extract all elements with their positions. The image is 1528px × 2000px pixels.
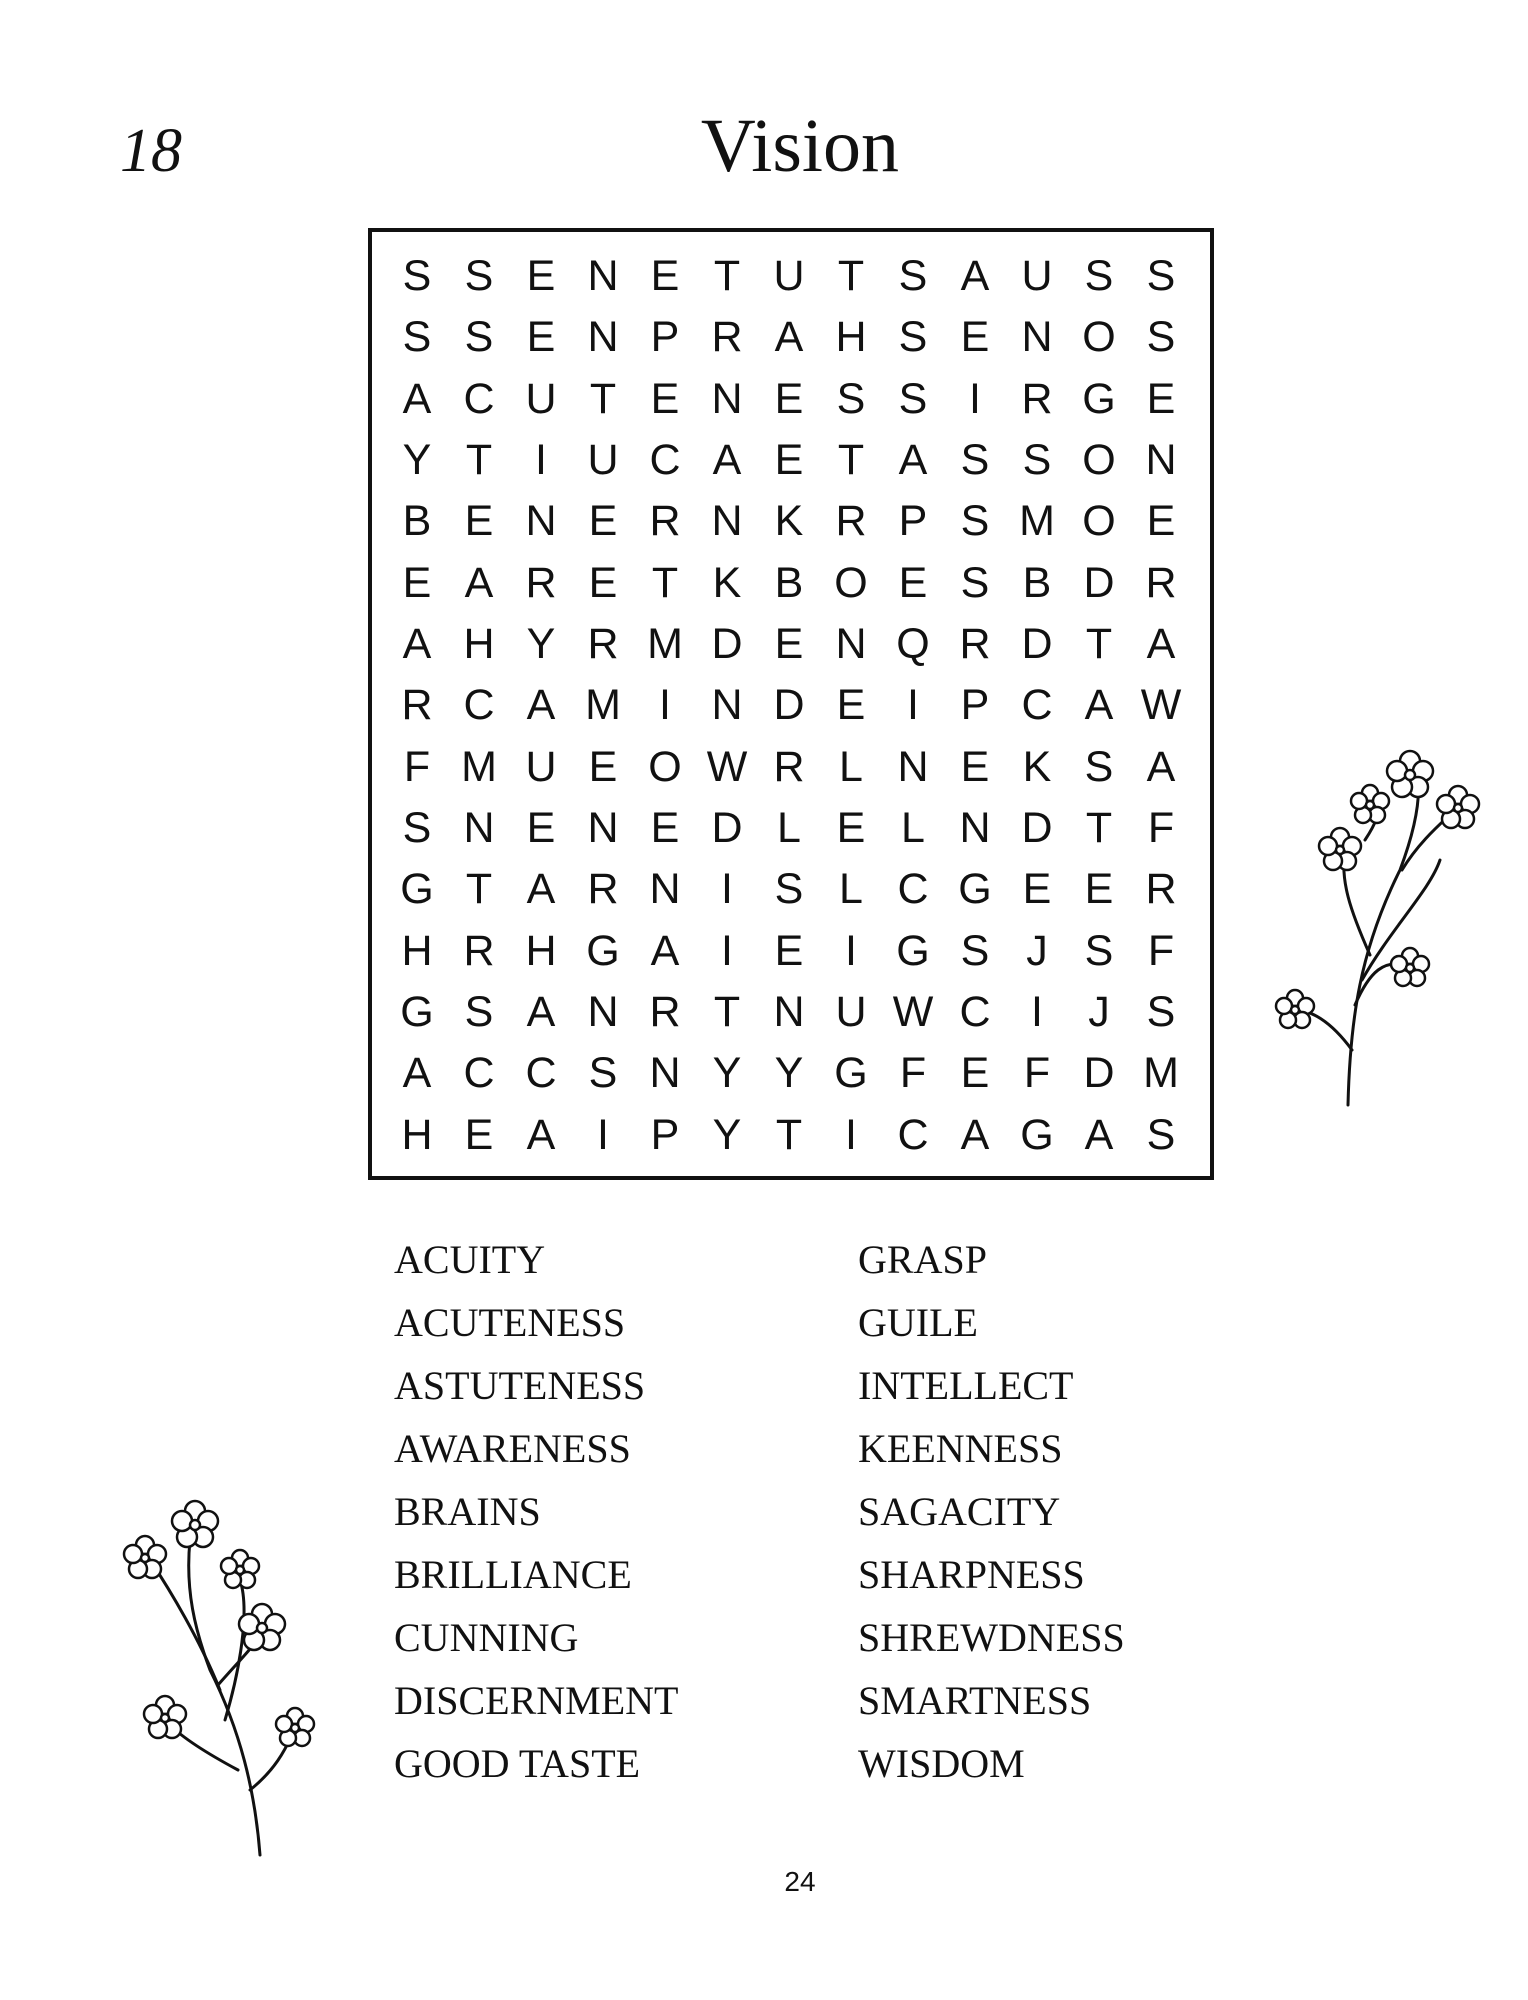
grid-letter: H [401,1110,433,1159]
grid-letter: N [835,620,867,669]
grid-letter: M [461,742,497,791]
grid-letter: R [711,313,743,362]
grid-letter: H [525,926,557,975]
grid-letter: D [1021,620,1053,669]
grid-letter: S [898,252,928,301]
grid-letter: N [649,865,681,914]
grid-letter: O [648,742,682,791]
grid-letter: I [969,374,981,423]
grid-letter: G [586,926,620,975]
grid-letter: C [959,988,991,1037]
grid-letter: U [525,742,557,791]
grid-letter: R [525,558,557,607]
word-list-item: GUILE [858,1300,978,1345]
grid-letter: N [463,804,495,853]
grid-letter: S [588,1049,618,1098]
grid-letter: C [897,865,929,914]
grid-letter: T [1085,620,1113,669]
grid-letter: N [959,804,991,853]
grid-letter: D [711,804,743,853]
grid-letter: A [960,252,990,301]
grid-letter: S [836,374,866,423]
grid-letter: E [526,313,556,362]
grid-letter: O [1082,497,1116,546]
grid-letter: S [1084,926,1114,975]
grid-letter: S [464,313,494,362]
grid-letter: A [526,988,556,1037]
word-list-item: AWARENESS [394,1426,631,1471]
grid-letter: R [959,620,991,669]
word-list-item: KEENNESS [858,1426,1063,1471]
grid-letter: F [1147,926,1175,975]
grid-letter: N [773,988,805,1037]
grid-letter: T [837,252,865,301]
grid-letter: U [587,436,619,485]
word-search-grid [368,228,1214,1180]
grid-letter: H [401,926,433,975]
grid-letter: S [898,313,928,362]
grid-letter: C [525,1049,557,1098]
grid-letter: S [464,988,494,1037]
grid-letter: E [774,620,804,669]
word-list-item: ACUITY [394,1237,546,1282]
grid-letter: E [836,804,866,853]
word-list-item: SMARTNESS [858,1678,1092,1723]
grid-letter: G [400,988,434,1037]
grid-letter: B [774,558,804,607]
grid-letter: W [892,988,934,1037]
grid-letter: E [464,497,494,546]
grid-letter: R [587,620,619,669]
grid-letter: R [835,497,867,546]
grid-letter: A [526,681,556,730]
grid-letter: U [1021,252,1053,301]
puzzle-number: 18 [120,117,182,185]
grid-letter: F [1023,1049,1051,1098]
word-list-item: ACUTENESS [394,1300,626,1345]
grid-letter: I [845,926,857,975]
word-list-item: BRAINS [394,1489,541,1534]
grid-letter: G [1082,374,1116,423]
grid-letter: D [1083,558,1115,607]
grid-letter: U [525,374,557,423]
grid-letter: D [711,620,743,669]
grid-letter: H [463,620,495,669]
grid-letter: M [1019,497,1055,546]
grid-letter: E [588,742,618,791]
grid-letter: W [1140,681,1182,730]
grid-letter: P [650,1110,680,1159]
grid-letter: A [650,926,680,975]
grid-letter: L [839,865,863,914]
grid-letter: C [463,374,495,423]
grid-letter: I [535,436,547,485]
grid-letter: M [585,681,621,730]
grid-letter: S [1146,313,1176,362]
grid-letter: E [898,558,928,607]
grid-letter: E [1146,374,1176,423]
grid-letter: E [464,1110,494,1159]
grid-letter: D [1083,1049,1115,1098]
grid-letter: D [773,681,805,730]
grid-letter: N [649,1049,681,1098]
grid-letter: C [463,1049,495,1098]
grid-letter: T [465,865,493,914]
word-list-right [858,1228,1125,1795]
grid-letter: A [1084,681,1114,730]
grid-letter: S [402,252,432,301]
page-title: Vision [700,104,900,188]
grid-letter: N [525,497,557,546]
grid-letter: N [1145,436,1177,485]
grid-letter: S [774,865,804,914]
grid-letter: S [402,313,432,362]
grid-letter: C [649,436,681,485]
grid-letter: S [464,252,494,301]
grid-letter: S [1084,252,1114,301]
grid-letter: R [587,865,619,914]
grid-letter: M [1143,1049,1179,1098]
grid-letter: Y [402,436,432,485]
grid-letter: R [1021,374,1053,423]
grid-letter: E [650,804,680,853]
grid-letter: F [403,742,431,791]
grid-letter: A [960,1110,990,1159]
grid-letter: I [1031,988,1043,1037]
grid-letter: E [650,374,680,423]
grid-letter: S [960,436,990,485]
grid-letter: B [402,497,432,546]
grid-letter: L [839,742,863,791]
grid-letter: E [774,436,804,485]
grid-letter: E [960,313,990,362]
grid-letter: D [1021,804,1053,853]
grid-letter: R [649,497,681,546]
grid-letter: E [1146,497,1176,546]
grid-letter: S [1146,252,1176,301]
grid-letter: A [1146,620,1176,669]
grid-letter: R [773,742,805,791]
grid-letter: S [960,926,990,975]
grid-letter: F [1147,804,1175,853]
word-list-item: SHARPNESS [858,1552,1085,1597]
grid-letter: C [463,681,495,730]
grid-letter: N [587,804,619,853]
grid-letter: Y [712,1110,742,1159]
grid-letter: T [465,436,493,485]
grid-letter: E [774,926,804,975]
grid-letter: N [711,374,743,423]
grid-letter: R [463,926,495,975]
grid-letter: A [402,374,432,423]
grid-letter: O [1082,436,1116,485]
grid-letter: N [711,497,743,546]
grid-letter: L [777,804,801,853]
grid-letter: E [402,558,432,607]
grid-letter: I [845,1110,857,1159]
grid-letter: N [711,681,743,730]
grid-letter: A [898,436,928,485]
grid-letter: P [898,497,928,546]
grid-letter: N [587,313,619,362]
grid-letter: S [898,374,928,423]
grid-letter: N [587,988,619,1037]
grid-letter: H [835,313,867,362]
word-list-item: SAGACITY [858,1489,1061,1534]
grid-letter: I [907,681,919,730]
grid-letter: R [1145,558,1177,607]
grid-letter: A [1084,1110,1114,1159]
grid-letter: K [1022,742,1052,791]
grid-letter: N [1021,313,1053,362]
flower-sprig-icon [1270,720,1500,1120]
grid-letter: T [775,1110,803,1159]
grid-letter: I [721,926,733,975]
grid-letter: O [834,558,868,607]
grid-letter: N [897,742,929,791]
grid-letter: S [1146,988,1176,1037]
flower-sprig-icon [100,1470,330,1870]
grid-letter: T [1085,804,1113,853]
grid-letter: L [901,804,925,853]
grid-letter: J [1088,988,1110,1037]
letter-grid [386,246,1192,1166]
grid-letter: I [721,865,733,914]
grid-letter: O [1082,313,1116,362]
word-list-left [394,1228,678,1795]
grid-letter: E [1022,865,1052,914]
grid-letter: E [526,252,556,301]
grid-letter: E [774,374,804,423]
grid-letter: Y [526,620,556,669]
page-number: 24 [784,1866,816,1897]
grid-letter: S [1022,436,1052,485]
grid-letter: T [589,374,617,423]
word-list-item: GRASP [858,1237,987,1282]
word-list-item: SHREWDNESS [858,1615,1125,1660]
grid-letter: S [960,497,990,546]
grid-letter: P [960,681,990,730]
grid-letter: T [713,988,741,1037]
grid-letter: U [773,252,805,301]
grid-letter: K [774,497,804,546]
word-list-item: INTELLECT [858,1363,1074,1408]
grid-letter: Y [712,1049,742,1098]
word-list-item: CUNNING [394,1615,579,1660]
word-list-item: ASTUTENESS [394,1363,646,1408]
grid-letter: A [712,436,742,485]
grid-letter: R [1145,865,1177,914]
grid-letter: Q [896,620,930,669]
grid-letter: S [1146,1110,1176,1159]
grid-letter: E [588,558,618,607]
grid-letter: A [1146,742,1176,791]
grid-letter: S [960,558,990,607]
grid-letter: A [526,1110,556,1159]
grid-letter: Y [774,1049,804,1098]
grid-letter: B [1022,558,1052,607]
grid-letter: R [401,681,433,730]
grid-letter: I [597,1110,609,1159]
grid-letter: T [651,558,679,607]
grid-letter: J [1026,926,1048,975]
grid-letter: W [706,742,748,791]
grid-letter: M [647,620,683,669]
word-list-item: GOOD TASTE [394,1741,641,1786]
grid-letter: U [835,988,867,1037]
grid-letter: E [588,497,618,546]
grid-letter: E [526,804,556,853]
grid-letter: T [713,252,741,301]
grid-letter: C [1021,681,1053,730]
word-list-item: WISDOM [858,1741,1025,1786]
grid-letter: S [1084,742,1114,791]
grid-letter: A [464,558,494,607]
grid-letter: K [712,558,742,607]
word-list-item: BRILLIANCE [394,1552,632,1597]
grid-letter: G [958,865,992,914]
grid-letter: R [649,988,681,1037]
grid-letter: A [402,1049,432,1098]
word-list-item: DISCERNMENT [394,1678,679,1723]
grid-letter: A [402,620,432,669]
grid-letter: T [837,436,865,485]
grid-letter: F [899,1049,927,1098]
grid-letter: E [1084,865,1114,914]
grid-letter: E [960,1049,990,1098]
grid-letter: A [526,865,556,914]
grid-letter: G [896,926,930,975]
grid-letter: C [897,1110,929,1159]
grid-letter: A [774,313,804,362]
grid-letter: E [836,681,866,730]
grid-letter: P [650,313,680,362]
grid-letter: G [400,865,434,914]
grid-letter: G [834,1049,868,1098]
grid-letter: S [402,804,432,853]
grid-letter: N [587,252,619,301]
grid-letter: E [960,742,990,791]
grid-letter: G [1020,1110,1054,1159]
grid-letter: I [659,681,671,730]
grid-letter: E [650,252,680,301]
